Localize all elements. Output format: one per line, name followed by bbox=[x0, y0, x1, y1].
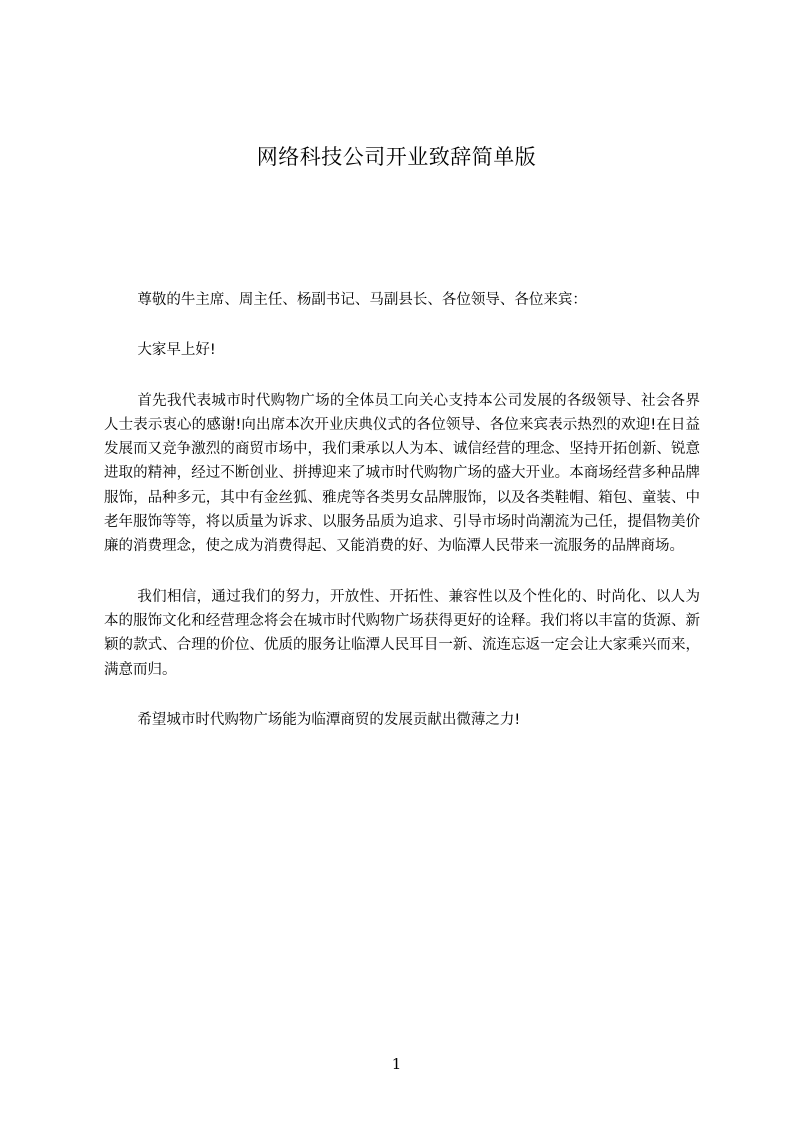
paragraph-greeting: 大家早上好! bbox=[137, 342, 216, 359]
paragraph-thanks: 首先我代表城市时代购物广场的全体员工向关心支持本公司发展的各级领导、社会各界人士表示衷心的感谢!向出席本次开业庆典仪式的各位领导、各位来宾表示热烈的欢迎!在日益发展而又竞争激烈的商贸市场中，我们秉承以人为本、诚信经营的理念、坚持开拓创新、锐意进取的精神，经过不断创业、拼搏迎来了城市时代购物广场的盛大开业。本商场经营多种品牌服饰，品种多元，其中有金丝狐、雅虎等各类男女品牌服饰，以及各类鞋帽、箱包、童装、中老年服饰等等，将以质量为诉求、以服务品质为追求、引导市场时尚潮流为己任，提倡物美价廉的消费理念，使之成为消费得起、又能消费的好、为临潭人民带来一流服务的品牌商场。 bbox=[104, 392, 700, 555]
page-number: 1 bbox=[391, 1055, 402, 1073]
document-title: 网络科技公司开业致辞简单版 bbox=[256, 145, 537, 169]
document-body bbox=[104, 288, 700, 758]
paragraph-belief: 我们相信，通过我们的努力，开放性、开拓性、兼容性以及个性化的、时尚化、以人为本的服饰文化和经营理念将会在城市时代购物广场获得更好的诠释。我们将以丰富的货源、新颖的款式、合理的价位、优质的服务让临潭人民耳目一新、流连忘返一定会让大家乘兴而来，满意而归。 bbox=[104, 588, 700, 678]
paragraph-closing: 希望城市时代购物广场能为临潭商贸的发展贡献出微薄之力! bbox=[137, 711, 521, 728]
paragraph-salutation: 尊敬的牛主席、周主任、杨副书记、马副县长、各位领导、各位来宾： bbox=[137, 292, 587, 308]
